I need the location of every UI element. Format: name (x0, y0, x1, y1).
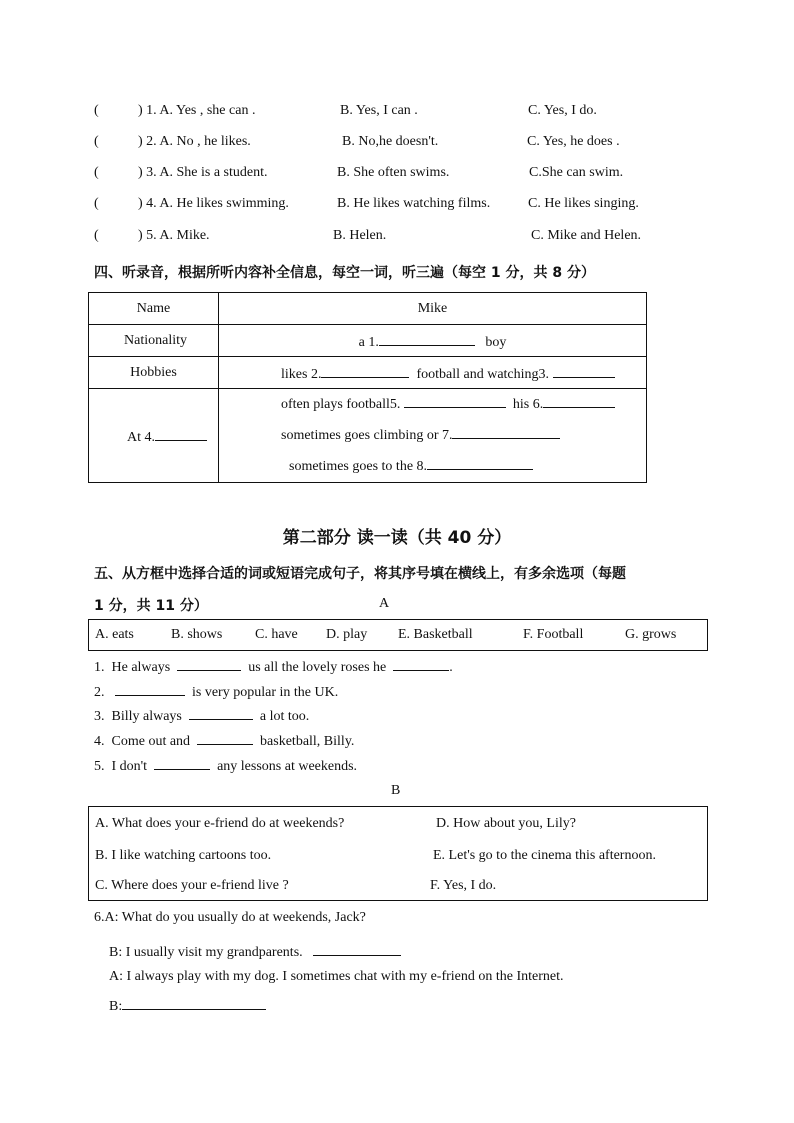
choice-1-paren: ( (94, 103, 99, 118)
choice-3-b: B. She often swims. (337, 165, 450, 180)
sentence-3-num: 3. (94, 709, 105, 724)
choice-3-a: ) 3. A. She is a student. (138, 165, 268, 180)
word-option-b: B. shows (171, 627, 223, 642)
sentence-3-pre: Billy always (111, 709, 182, 724)
sentence-5-pre: I don't (111, 759, 148, 774)
at-line-2-text: sometimes goes climbing or 7. (281, 428, 453, 443)
at-line-2 (281, 420, 646, 451)
word-option-f: F. Football (523, 627, 584, 642)
hobbies-label: Hobbies (89, 357, 219, 389)
choice-2-b: B. No,he doesn't. (342, 134, 439, 149)
sentence-3-mid: a lot too. (259, 709, 310, 724)
choice-4-paren: ( (94, 196, 99, 211)
sentence-4-blank[interactable] (197, 730, 253, 745)
at-line-1-text: often plays football5. (281, 397, 401, 412)
dialogue-b2-text: B: (109, 999, 123, 1014)
sentence-4-pre: Come out and (111, 734, 191, 749)
sentence-1-post: . (449, 660, 453, 675)
section5-title-line1: 五、从方框中选择合适的词或短语完成句子，将其序号填在横线上，有多余选项（每题 (94, 566, 626, 582)
choice-1-c: C. Yes, I do. (528, 103, 597, 118)
sentence-2-blank[interactable] (115, 681, 185, 696)
word-option-d: D. play (326, 627, 368, 642)
info-table (88, 292, 647, 483)
option-f: F. Yes, I do. (430, 878, 497, 893)
choice-5-paren: ( (94, 228, 99, 243)
option-c: C. Where does your e-friend live ? (95, 878, 289, 893)
sentence-5-mid: any lessons at weekends. (217, 759, 358, 774)
blank-5[interactable] (404, 393, 506, 408)
sentence-1-pre: He always (111, 660, 171, 675)
sentence-4-num: 4. (94, 734, 105, 749)
word-option-a: A. eats (95, 627, 134, 642)
word-option-c: C. have (255, 627, 298, 642)
label-a: A (379, 596, 390, 611)
hobbies-mid: football and watching3. (416, 366, 550, 382)
blank-1[interactable] (379, 331, 475, 346)
word-option-e: E. Basketball (398, 627, 473, 642)
choice-5-c: C. Mike and Helen. (531, 228, 642, 243)
sentence-4-mid: basketball, Billy. (260, 734, 355, 749)
hobbies-pre: likes 2. (281, 366, 322, 382)
nationality-post: boy (485, 334, 507, 350)
choice-1-a: ) 1. A. Yes , she can . (138, 103, 256, 118)
sentence-2-mid: is very popular in the UK. (192, 685, 339, 700)
blank-6[interactable] (543, 393, 615, 408)
sentence-3 (94, 705, 309, 725)
choice-2-a: ) 2. A. No , he likes. (138, 134, 251, 149)
section5-title-line2: 1 分，共 11 分） (94, 598, 208, 614)
word-option-g: G. grows (625, 627, 677, 642)
label-b: B (391, 783, 401, 798)
option-a: A. What does your e-friend do at weekends? (95, 816, 345, 831)
at-label: At 4. (127, 429, 155, 445)
dialogue-blank-1[interactable] (313, 941, 401, 956)
sentence-1-mid: us all the lovely roses he (248, 660, 387, 675)
sentence-5-num: 5. (94, 759, 105, 774)
dialogue-b1-text: B: I usually visit my grandparents. (109, 945, 303, 960)
sentence-1-blank-a[interactable] (177, 656, 241, 671)
name-label: Name (89, 293, 219, 325)
sentence-4 (94, 730, 354, 750)
at-line-3 (281, 451, 646, 482)
choice-4-b: B. He likes watching films. (337, 196, 491, 211)
at-line-3-text: sometimes goes to the 8. (289, 459, 428, 474)
at-line-1-mid: his 6. (512, 397, 544, 412)
dialogue-b1 (109, 941, 401, 961)
choice-1-b: B. Yes, I can . (340, 103, 418, 118)
choice-3-c: C.She can swim. (529, 165, 624, 180)
sentence-2-num: 2. (94, 685, 105, 700)
blank-2[interactable] (321, 363, 409, 378)
choice-4-c: C. He likes singing. (528, 196, 639, 211)
at-line-1 (281, 389, 646, 420)
blank-8[interactable] (427, 455, 533, 470)
sentence-3-blank[interactable] (189, 705, 253, 720)
option-e: E. Let's go to the cinema this afternoon. (433, 848, 656, 863)
choice-2-c: C. Yes, he does . (527, 134, 620, 149)
at-cell (89, 389, 219, 483)
choice-3-paren: ( (94, 165, 99, 180)
section4-title: 四、听录音，根据所听内容补全信息，每空一词，听三遍（每空 1 分，共 8 分） (94, 265, 595, 281)
name-value: Mike (219, 293, 647, 325)
part2-title: 第二部分 读一读（共 40 分） (282, 528, 512, 548)
nationality-cell (219, 325, 647, 357)
choice-5-a: ) 5. A. Mike. (138, 228, 210, 243)
dialogue-q6: 6.A: What do you usually do at weekends, Jack? (94, 910, 366, 925)
sentence-1-num: 1. (94, 660, 105, 675)
blank-7[interactable] (452, 424, 560, 439)
nationality-label: Nationality (89, 325, 219, 357)
choice-2-paren: ( (94, 134, 99, 149)
nationality-pre: a 1. (358, 334, 379, 350)
hobbies-cell (219, 357, 647, 389)
sentence-1-blank-b[interactable] (393, 656, 449, 671)
sentence-5-blank[interactable] (154, 755, 210, 770)
choice-4-a: ) 4. A. He likes swimming. (138, 196, 289, 211)
word-box (88, 619, 708, 651)
at-details (219, 389, 647, 483)
sentence-5 (94, 755, 357, 775)
sentence-2 (94, 681, 338, 701)
dialogue-b2 (109, 995, 266, 1015)
dialogue-blank-2[interactable] (122, 995, 266, 1010)
blank-4[interactable] (155, 426, 207, 441)
option-d: D. How about you, Lily? (436, 816, 576, 831)
option-b: B. I like watching cartoons too. (95, 848, 272, 863)
sentence-1 (94, 656, 453, 676)
option-box (88, 806, 708, 901)
choice-5-b: B. Helen. (333, 228, 387, 243)
blank-3[interactable] (553, 363, 615, 378)
dialogue-a2: A: I always play with my dog. I sometimes chat with my e-friend on the Internet. (109, 969, 564, 984)
